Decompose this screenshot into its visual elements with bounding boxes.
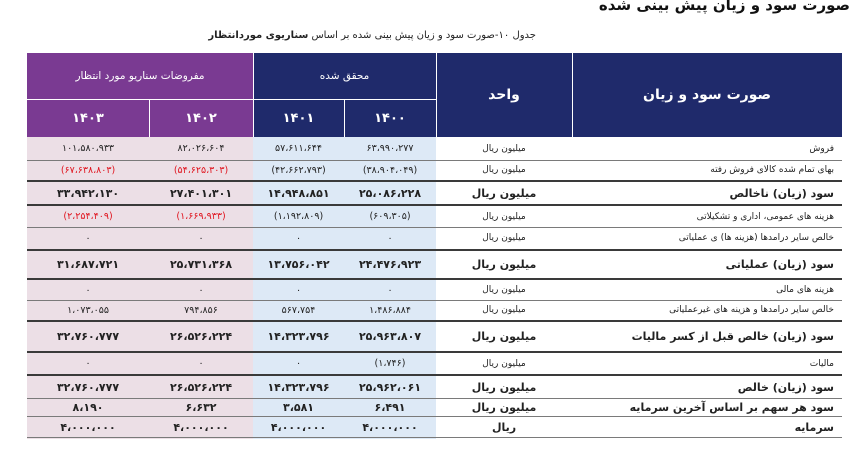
- value-1401: ۰: [295, 284, 302, 296]
- value-1403: ۳۲،۷۶۰،۷۷۷: [56, 380, 120, 394]
- value-1403: ۳۳،۹۴۲،۱۳۰: [56, 186, 120, 200]
- table-row: [27, 399, 842, 417]
- row-unit: میلیون ریال: [482, 143, 526, 154]
- year-header-1402: ۱۴۰۲: [149, 100, 253, 137]
- value-1400: (۳۸،۹۰۴،۰۴۹): [362, 164, 418, 176]
- caption-emphasis: سناریوی موردانتظار: [208, 30, 309, 41]
- row-unit: میلیون ریال: [471, 330, 537, 343]
- value-1403: ۱،۰۷۳،۰۵۵: [67, 304, 109, 316]
- value-1403: ۳۲،۷۶۰،۷۷۷: [56, 330, 120, 343]
- value-1402: ۰: [198, 232, 204, 244]
- value-1400: (۶۰۹،۳۰۵): [369, 211, 411, 222]
- year-header-1401: ۱۴۰۱: [253, 100, 344, 137]
- value-1400: ۶،۴۹۱: [374, 401, 406, 414]
- table-caption: [208, 30, 536, 41]
- year-header-1400: ۱۴۰۰: [344, 100, 436, 137]
- table-row: [27, 251, 842, 280]
- header-divider: [253, 53, 254, 137]
- income-statement-table: [27, 53, 842, 439]
- value-1403: ۰: [85, 358, 91, 369]
- value-1402: (۵۴،۶۲۵،۳۰۳): [173, 164, 229, 176]
- value-1401: ۱۳،۷۵۶،۰۴۲: [267, 258, 330, 271]
- value-1402: ۴،۰۰۰،۰۰۰: [173, 420, 229, 434]
- table-row: [27, 280, 842, 301]
- value-1403: ۴،۰۰۰،۰۰۰: [60, 420, 116, 434]
- row-unit: میلیون ریال: [482, 165, 526, 175]
- value-1401: ۵۷،۶۱۱،۶۴۴: [275, 143, 322, 154]
- value-1401: (۱،۱۹۲،۸۰۹): [273, 211, 324, 222]
- table-row: [27, 227, 842, 251]
- value-1402: ۲۶،۵۲۶،۲۲۴: [169, 330, 233, 343]
- row-unit: میلیون ریال: [471, 258, 537, 271]
- row-unit: میلیون ریال: [482, 233, 526, 243]
- value-1400: ۲۵،۹۶۲،۰۶۱: [358, 380, 422, 394]
- header-divider: [149, 100, 150, 137]
- statement-header: صورت سود و زیان: [572, 53, 842, 137]
- value-1402: ۲۷،۴۰۱،۳۰۱: [169, 186, 233, 200]
- value-1402: ۲۶،۵۲۶،۲۲۴: [169, 380, 233, 394]
- value-1402: ۷۹۴،۸۵۶: [184, 304, 218, 316]
- row-label: بهای تمام شده کالای فروش رفته: [710, 165, 834, 175]
- value-1401: ۵۶۷،۷۵۴: [281, 304, 316, 316]
- row-label: مالیات: [809, 358, 834, 369]
- table-row: [27, 376, 842, 399]
- year-header-1403: ۱۴۰۳: [27, 100, 149, 137]
- actual-group-header: محقق شده: [253, 53, 436, 99]
- row-unit: میلیون ریال: [471, 401, 537, 414]
- value-1402: ۰: [198, 358, 204, 369]
- row-unit: میلیون ریال: [482, 305, 526, 315]
- value-1401: ۱۴،۳۲۳،۷۹۶: [267, 330, 330, 343]
- value-1400: ۲۵،۰۸۶،۲۲۸: [358, 186, 422, 200]
- caption-prefix: جدول ۱۰-صورت سود و زیان پیش بینی شده بر اساس: [308, 30, 536, 41]
- row-unit: میلیون ریال: [471, 186, 537, 200]
- value-1403: ۸،۱۹۰: [72, 401, 104, 414]
- table-row: [27, 322, 842, 353]
- row-label: سرمایه: [794, 420, 834, 434]
- value-1400: ۲۵،۹۶۳،۸۰۷: [358, 330, 422, 343]
- value-1400: (۱،۷۴۶): [374, 358, 406, 369]
- value-1400: ۶۳،۹۹۰،۲۷۷: [366, 143, 414, 154]
- page-title: صورت سود و زیان پیش بینی شده: [598, 0, 850, 14]
- value-1400: ۰: [387, 284, 393, 296]
- value-1400: ۱،۴۸۶،۸۸۴: [369, 304, 411, 316]
- row-unit: میلیون ریال: [482, 285, 526, 295]
- row-label: سود (زیان) عملیاتی: [725, 258, 834, 271]
- row-label: خالص سایر درامدها (هزینه ها) ی عملیاتی: [678, 233, 834, 243]
- forecast-group-header: مفروضات سناریو مورد انتظار: [27, 53, 253, 99]
- value-1401: ۱۴،۹۴۸،۸۵۱: [267, 186, 330, 200]
- header-divider: [572, 53, 573, 137]
- value-1403: (۶۷،۶۳۸،۸۰۳): [60, 164, 116, 176]
- value-1401: ۴،۰۰۰،۰۰۰: [270, 420, 327, 434]
- table-row: [27, 160, 842, 182]
- unit-header: واحد: [436, 53, 572, 137]
- value-1401: ۳،۵۸۱: [282, 401, 315, 414]
- value-1403: ۱۰۱،۵۸۰،۹۳۳: [61, 143, 115, 154]
- row-label: فروش: [809, 143, 834, 154]
- header-divider: [436, 53, 437, 137]
- value-1401: (۴۲،۶۶۲،۷۹۳): [271, 164, 326, 176]
- header-divider: [27, 99, 436, 100]
- table-row: [27, 353, 842, 376]
- value-1400: ۴،۰۰۰،۰۰۰: [362, 420, 418, 434]
- table-row: [27, 300, 842, 322]
- row-unit: ریال: [491, 420, 517, 434]
- value-1401: ۰: [295, 358, 302, 369]
- table-row: [27, 182, 842, 206]
- value-1402: ۲۵،۷۳۱،۳۶۸: [169, 258, 233, 271]
- row-label: سود (زیان) خالص قبل از کسر مالیات: [631, 330, 834, 343]
- value-1402: ۰: [198, 284, 204, 296]
- row-label: هزینه های عمومی، اداری و تشکیلاتی: [696, 211, 834, 222]
- value-1400: ۲۴،۴۷۶،۹۲۳: [358, 258, 422, 271]
- value-1403: (۲،۲۵۴،۴۰۹): [63, 211, 113, 222]
- row-unit: میلیون ریال: [482, 211, 526, 222]
- table-row: [27, 137, 842, 161]
- value-1403: ۳۱،۶۸۷،۷۲۱: [56, 258, 120, 271]
- value-1402: ۸۲،۰۲۶،۶۰۴: [177, 143, 225, 154]
- row-unit: میلیون ریال: [482, 358, 526, 369]
- value-1401: ۱۴،۳۲۳،۷۹۶: [267, 380, 330, 394]
- row-label: سود (زیان) ناخالص: [729, 186, 834, 200]
- value-1403: ۰: [85, 232, 91, 244]
- row-label: سود (زیان) خالص: [737, 380, 834, 394]
- row-label: هزینه های مالی: [776, 285, 834, 295]
- table-row: [27, 206, 842, 228]
- value-1400: ۰: [387, 232, 393, 244]
- row-label: سود هر سهم بر اساس آخرین سرمایه: [629, 401, 834, 414]
- header-divider: [344, 100, 345, 137]
- table-row: [27, 417, 842, 438]
- value-1403: ۰: [85, 284, 91, 296]
- value-1401: ۰: [295, 232, 302, 244]
- value-1402: ۶،۶۳۲: [185, 401, 217, 414]
- row-label: خالص سایر درامدها و هزینه های غیرعملیاتی: [669, 305, 834, 315]
- value-1402: (۱،۶۶۹،۹۳۳): [176, 211, 226, 222]
- row-unit: میلیون ریال: [471, 380, 537, 394]
